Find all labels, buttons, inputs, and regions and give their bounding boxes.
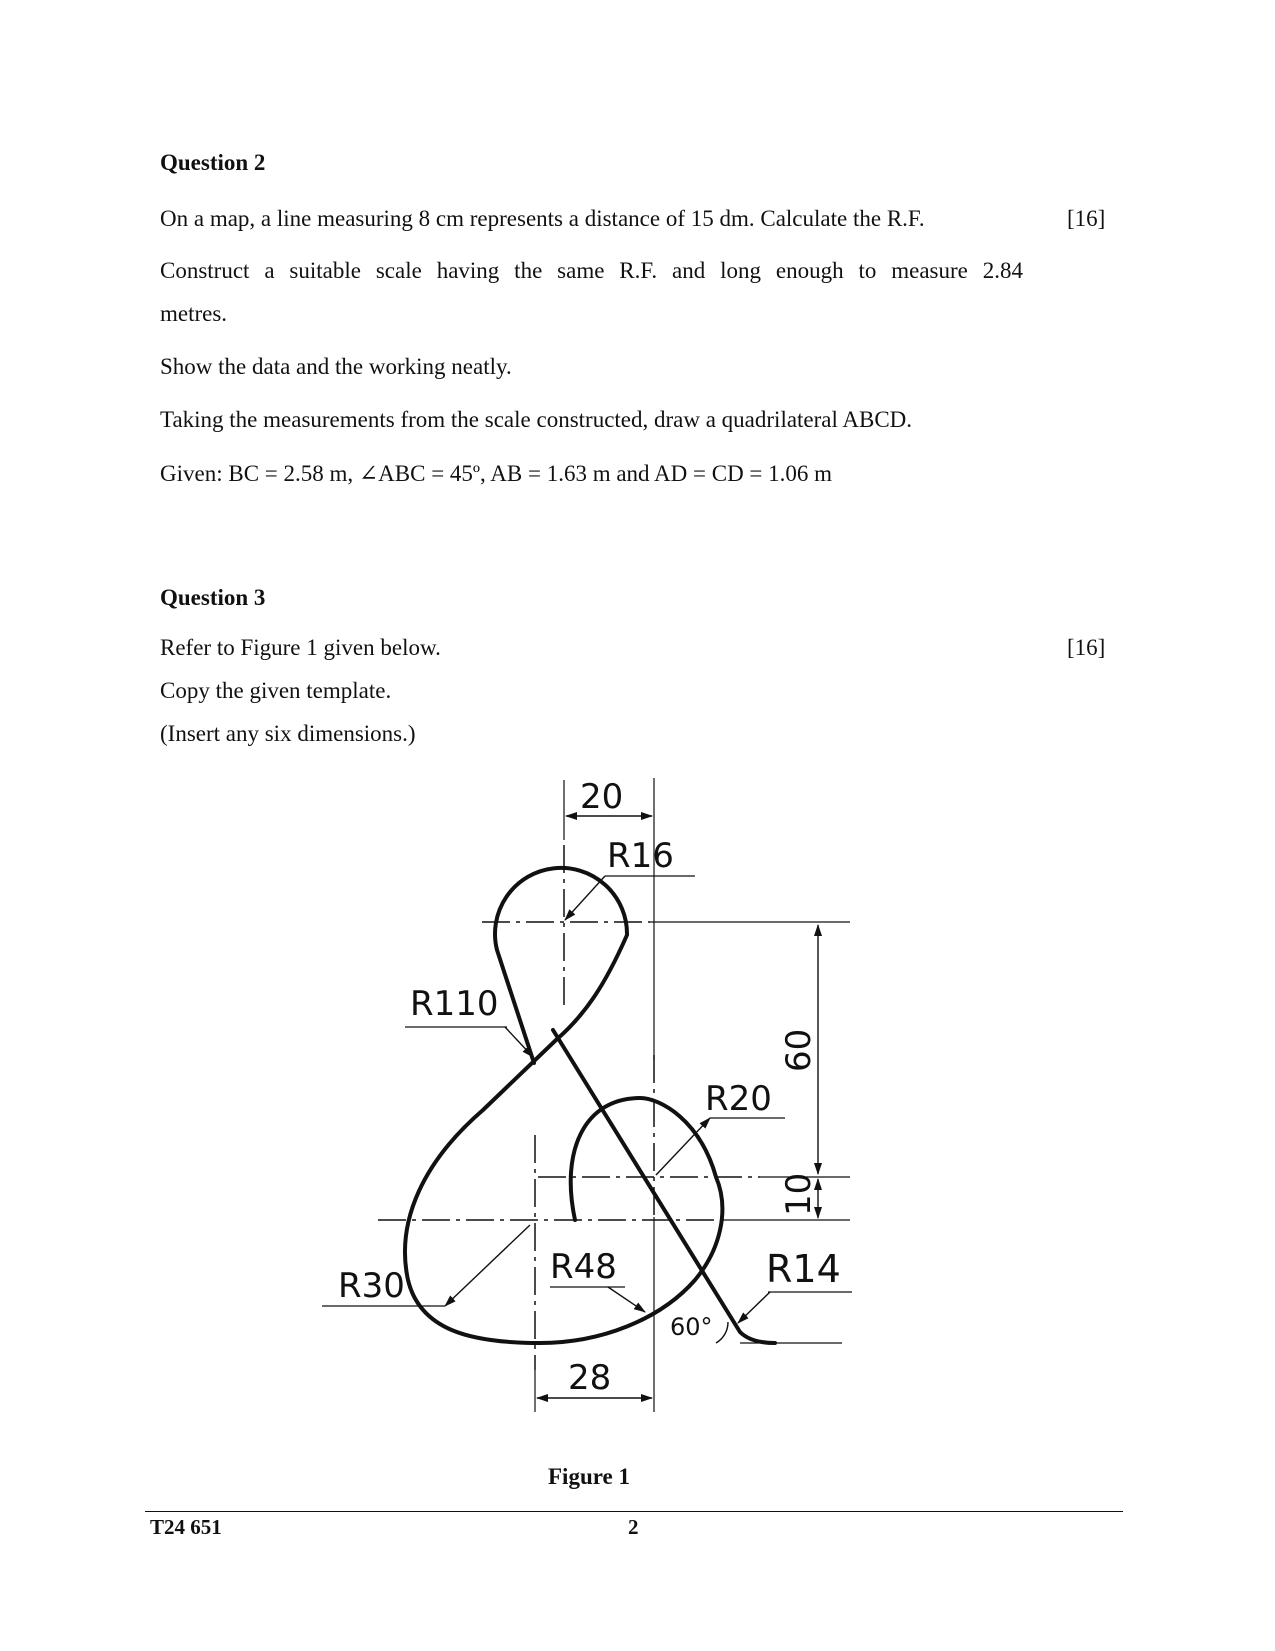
leader-r30	[445, 1225, 530, 1306]
footer-page-number: 2	[628, 1515, 639, 1539]
leader-r48	[608, 1287, 645, 1312]
label-angle-60: 60°	[670, 1313, 713, 1341]
question-3-title: Question 3	[160, 585, 266, 610]
question-2-line-construct: Construct a suitable scale having the same R.F. and long enough to measure 2.84	[160, 258, 1023, 283]
question-2-line-quadrilateral: Taking the measurements from the scale constructed, draw a quadrilateral ABCD.	[160, 407, 913, 432]
tail-curve	[740, 1332, 775, 1343]
dim-label-10: 10	[779, 1172, 819, 1216]
angle-arc-60	[716, 1322, 728, 1343]
leader-r14	[738, 1292, 770, 1323]
question-2-line-given: Given: BC = 2.58 m, ∠ABC = 45º, AB = 1.63 m and AD = CD = 1.06 m	[160, 461, 833, 486]
dim-label-20: 20	[580, 777, 624, 817]
label-r16: R16	[607, 836, 674, 876]
question-2-marks: [16]	[1067, 206, 1106, 231]
footer-paper-code: T24 651	[150, 1515, 222, 1539]
question-3-marks: [16]	[1067, 635, 1106, 660]
label-r48: R48	[550, 1247, 617, 1287]
dim-label-60: 60	[779, 1028, 819, 1072]
question-2-line-show: Show the data and the working neatly.	[160, 354, 512, 379]
question-2-line-metres: metres.	[160, 301, 228, 326]
question-3-line-copy: Copy the given template.	[160, 678, 392, 703]
label-r14: R14	[766, 1247, 841, 1291]
footer-divider	[145, 1511, 1123, 1512]
dim-label-28: 28	[568, 1358, 612, 1398]
leader-r16	[565, 876, 605, 920]
figure-caption: Figure 1	[548, 1464, 630, 1489]
question-2-title: Question 2	[160, 150, 266, 175]
label-r30: R30	[338, 1266, 405, 1306]
question-3-line-insert: (Insert any six dimensions.)	[160, 721, 416, 746]
label-r110: R110	[410, 984, 499, 1024]
label-r20: R20	[705, 1079, 772, 1119]
question-2-line-rf: On a map, a line measuring 8 cm represents a distance of 15 dm. Calculate the R.F.	[160, 206, 925, 231]
question-3-line-refer: Refer to Figure 1 given below.	[160, 635, 441, 660]
